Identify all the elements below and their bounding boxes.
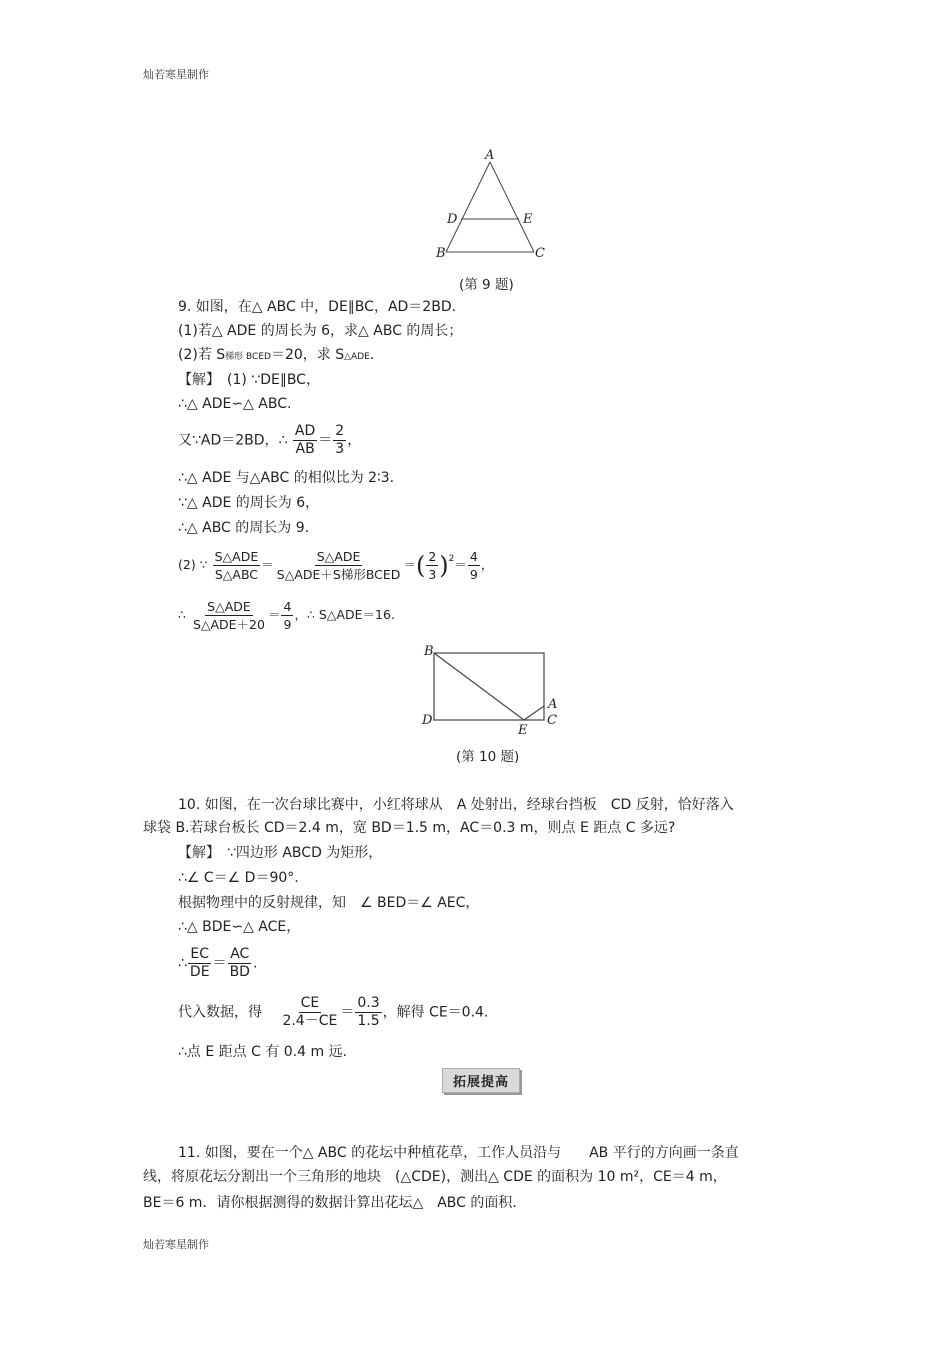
label-c: C [547,713,557,728]
denominator: S△ABC [214,567,259,582]
left-paren: ( [415,551,426,580]
punct: ， [347,432,362,449]
q10-sol5 [178,946,257,981]
equals: ＝ [403,557,416,572]
path-be [434,653,524,720]
equals: ＝ [267,607,281,622]
equals: ＝ [318,432,333,449]
path-ea [524,706,544,720]
q9-sol6: ∴△ ABC 的周长为 9. [178,520,310,536]
denominator: BD [229,964,250,980]
denominator: 2.4－CE [282,1013,338,1029]
figure-10-billiard [420,642,565,737]
q9-sol8-a: ∴ [178,607,186,622]
numerator: 2 [335,423,345,439]
numerator: 4 [283,599,292,614]
figure-10-caption: (第 10 题) [456,749,520,765]
denominator: AB [295,441,315,457]
q10-sol6-end: ，解得 CE＝0.4. [382,1004,489,1021]
punct: ， [480,557,494,572]
label-b: B [424,644,434,659]
q10-sol5-a: ∴ [178,955,187,972]
q10-sol6 [178,995,488,1030]
equals: ＝ [340,1004,355,1021]
q9-sol7-a: (2) ∵ [178,557,208,572]
q9-part2-a: (2)若 S [178,347,226,363]
q9-title: 9. 如图，在△ ABC 中，DE∥BC，AD＝2BD. [178,299,457,315]
denominator: 3 [335,441,345,457]
numerator: AC [230,946,250,962]
fraction-4-9 [281,598,293,633]
fraction-03-15 [355,995,381,1030]
denominator: S△ADE＋20 [192,617,265,632]
side-ab [446,162,490,252]
fraction-area-ratio [213,548,261,583]
label-a: A [485,148,495,163]
fraction-ad-ab [293,423,317,458]
q11-line3: BE＝6 m．请你根据测得的数据计算出花坛△ ABC 的面积. [143,1195,517,1211]
q11-line1: 11. 如图，要在一个△ ABC 的花坛中种植花草，工作人员沿与 AB 平行的方向画一条直 [178,1145,739,1161]
q9-sol3 [178,423,361,458]
equals: ＝ [212,955,227,972]
figure-9-triangle [430,145,550,265]
q9-sol4: ∴△ ADE 与△ABC 的相似比为 2∶3. [178,470,395,486]
q10-sol3: 根据物理中的反射规律，知 ∠ BED＝∠ AEC， [178,895,480,911]
right-paren: ) [439,551,449,580]
denominator: 9 [469,567,478,582]
q9-part2-c: . [369,347,375,363]
numerator: CE [300,995,320,1011]
numerator: S△ADE [207,599,251,614]
fraction-area-plus-20 [191,598,267,633]
q9-part2-sub: 梯形 BCED [225,352,271,362]
denominator: 9 [283,617,292,632]
q9-part2 [178,346,374,366]
q9-sol7 [178,548,493,583]
page-footer: 灿若寒星制作 [143,1238,209,1251]
label-b: B [436,246,446,261]
q9-sol3-a: 又∵AD＝2BD，∴ [178,432,288,449]
q10-line2: 球袋 B.若球台板长 CD＝2.4 m，宽 BD＝1.5 m，AC＝0.3 m，则点 E 距点 C 多远? [143,820,676,836]
page-header: 灿若寒星制作 [143,68,209,81]
numerator: S△ADE [214,549,259,564]
q11-line2: 线，将原花坛分割出一个三角形的地块 (△CDE)，测出△ CDE 的面积为 10 m²，CE＝4 m， [143,1169,727,1185]
figure-9-caption: (第 9 题) [459,277,514,293]
fraction-ac-bd [228,946,252,981]
q9-part1: (1)若△ ADE 的周长为 6，求△ ABC 的周长； [178,323,463,339]
numerator: S△ADE [316,549,361,564]
fraction-area-sum [275,548,403,583]
label-d: D [447,212,458,227]
q10-sol6-a: 代入数据，得 [178,1004,262,1021]
fraction-ec-de [188,946,212,981]
q9-sol8 [178,598,395,633]
fraction-2-3 [333,423,346,458]
numerator: 4 [469,549,478,564]
label-e: E [523,212,533,227]
q9-part2-sub2: △ADE [344,352,370,362]
exponent: 2 [448,554,455,564]
denominator: DE [189,964,210,980]
equals: ＝ [261,557,274,572]
numerator: AD [294,423,316,439]
fraction-ce [280,995,339,1030]
q10-sol4: ∴△ BDE∽△ ACE， [178,919,301,935]
numerator: 0.3 [357,995,380,1011]
side-ac [490,162,534,252]
q9-part2-b: ＝20，求 S [270,347,345,363]
q9-sol1: 【解】 (1) ∵DE∥BC， [178,372,320,388]
q10-sol1: 【解】 ∵四边形 ABCD 为矩形， [178,845,383,861]
q9-sol8-end: ，∴ S△ADE＝16. [294,607,395,622]
label-d: D [422,713,433,728]
denominator: 1.5 [357,1013,380,1029]
numerator: EC [190,946,210,962]
q10-sol2: ∴∠ C＝∠ D＝90°. [178,870,299,886]
label-e: E [518,723,528,737]
punct: . [252,955,258,972]
fraction-2-3-squared [426,548,438,583]
fraction-4-9 [468,548,480,583]
equals: ＝ [454,557,467,572]
denominator: 3 [428,567,437,582]
q9-sol5: ∵△ ADE 的周长为 6， [178,495,320,511]
q9-sol2: ∴△ ADE∽△ ABC. [178,396,292,412]
denominator: S△ADE＋S梯形BCED [276,567,401,582]
label-a: A [548,697,558,712]
q10-sol7: ∴点 E 距点 C 有 0.4 m 远. [178,1044,348,1060]
numerator: 2 [428,549,437,564]
label-c: C [535,246,545,261]
q10-line1: 10. 如图，在一次台球比赛中，小红将球从 A 处射出，经球台挡板 CD 反射，恰好落入 [178,797,734,813]
section-banner: 拓展提高 [442,1068,520,1093]
table-rect [434,653,544,720]
